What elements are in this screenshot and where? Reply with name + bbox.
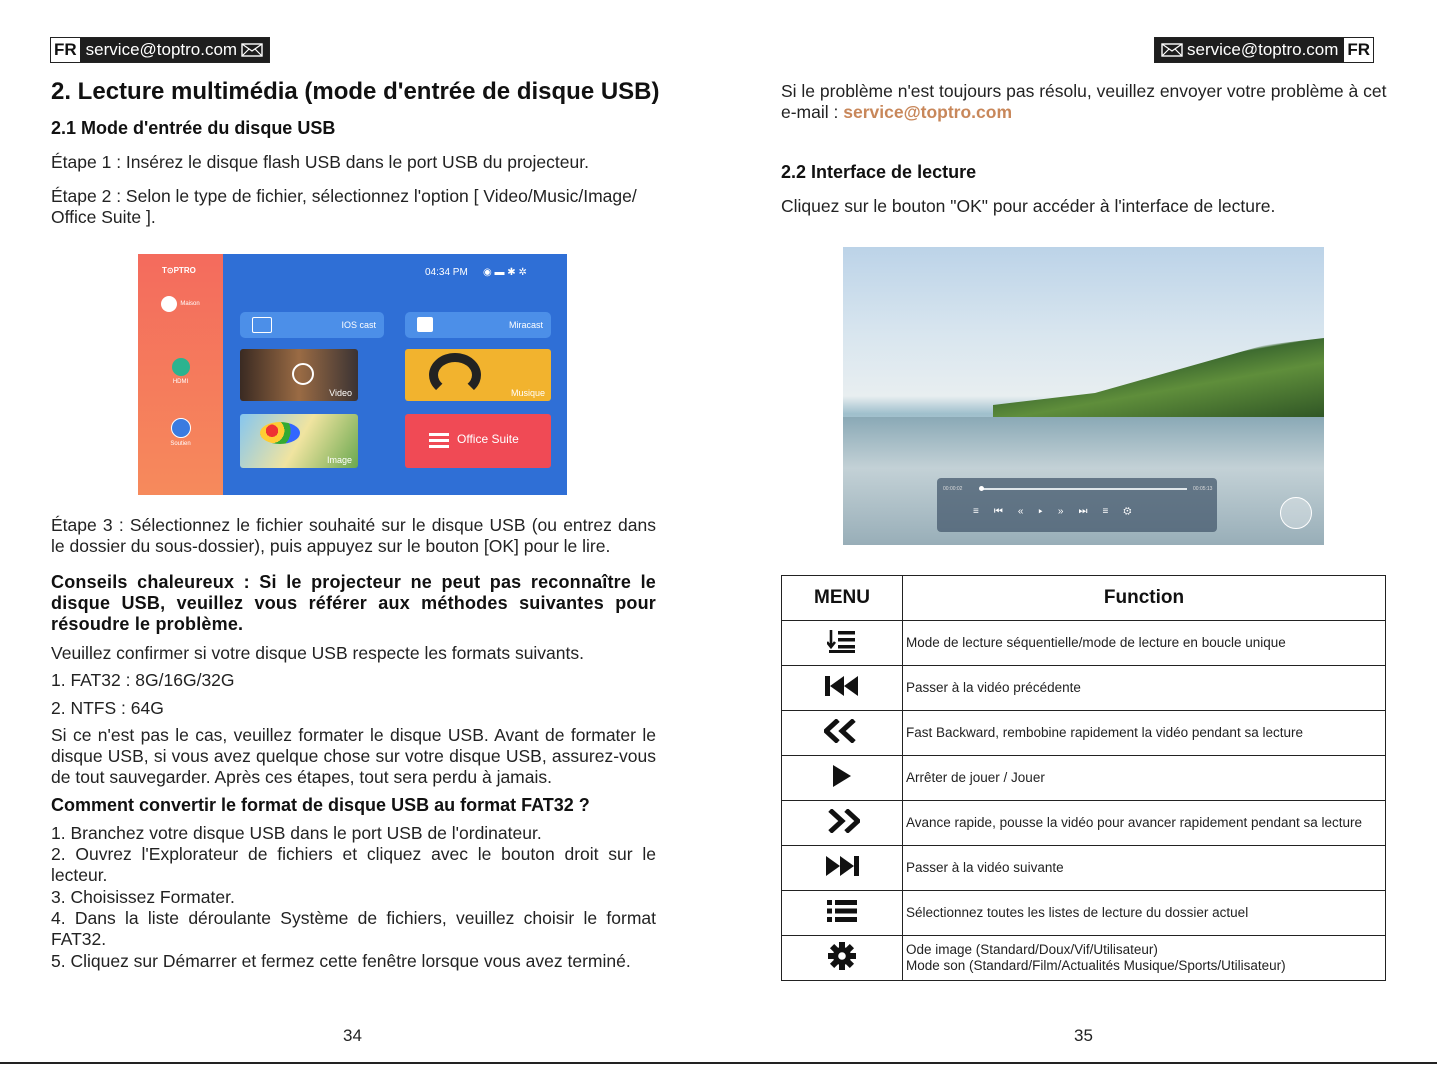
footer-rule [0,1062,1437,1064]
lang-label: FR [1344,38,1373,62]
total-time: 00:05:13 [1193,486,1213,492]
email-text: service@toptro.com [85,40,238,59]
email-text: service@toptro.com [1187,40,1339,59]
howto-step-4: 4. Dans la liste déroulante Système de fichiers, veuillez choisir le format FAT32. [51,908,656,949]
tv-home: Maison [138,296,223,314]
howto-step-5: 5. Cliquez sur Démarrer et fermez cette fenêtre lorsque vous avez terminé. [51,951,631,971]
rewind-icon [824,719,860,743]
projector-home-screenshot [138,254,567,495]
support-email-link[interactable]: service@toptro.com [843,102,1013,122]
player-buttons[interactable]: ≡⏮«▸»⏭≡⚙ [973,506,1147,517]
howto-heading: Comment convertir le format de disque USB au format FAT32 ? [51,795,590,815]
row-text: Passer à la vidéo précédente [903,666,1386,711]
playlist-icon [827,899,857,923]
settings-gear-icon [828,942,856,970]
page-number-left: 34 [343,1026,362,1045]
next-icon [825,855,859,877]
menu-function-table [781,575,1386,981]
header-email-right[interactable] [1155,38,1344,62]
step-2: Étape 2 : Selon le type de fichier, sélectionnez l'option [ Video/Music/Image/ Office Suite ]. [51,186,637,227]
tv-support: Soutien [138,418,223,447]
howto-step-3: 3. Choisissez Formater. [51,887,235,907]
tv-sidebar [138,254,223,495]
tv-miracast: Miracast [405,312,551,338]
confirm-text: Veuillez confirmer si votre disque USB respecte les formats suivants. [51,643,584,663]
tv-ios-cast: IOS cast [240,312,384,338]
header-badge-left [50,37,270,63]
row-text: Mode de lecture séquentielle/mode de lecture en boucle unique [903,621,1386,666]
table-row [782,936,1386,981]
header-email[interactable] [80,38,269,62]
row-text: Passer à la vidéo suivante [903,846,1386,891]
step-1: Étape 1 : Insérez le disque flash USB dans le port USB du projecteur. [51,152,589,172]
tv-office-tile: Office Suite [405,414,551,468]
table-row [782,756,1386,801]
tv-hdmi: HDMI [138,358,223,385]
table-row [782,711,1386,756]
intro-text: Si le problème n'est toujours pas résolu, veuillez envoyer votre problème à cet e-mail : service@toptro.com [781,81,1387,122]
step-3: Étape 3 : Sélectionnez le fichier souhaité sur le disque USB (ou entrez dans le dossier du sous-dossier), puis appuyez sur le bouton [OK] pour le lire. [51,515,656,556]
table-row [782,666,1386,711]
progress-knob[interactable] [979,486,984,491]
section-heading: 2.1 Mode d'entrée du disque USB [51,118,336,138]
fast-forward-icon [824,809,860,833]
section-heading-2: 2.2 Interface de lecture [781,162,977,182]
playback-screenshot [843,247,1324,545]
table-row [782,801,1386,846]
play-icon [832,764,852,788]
page-number-right: 35 [1074,1026,1093,1045]
sequential-play-icon [827,628,857,654]
envelope-icon [1161,43,1183,57]
row-text: Ode image (Standard/Doux/Vif/Utilisateur) Mode son (Standard/Film/Actualités Musique/Sports/Utilisateur) [903,936,1386,981]
format-ntfs: 2. NTFS : 64G [51,698,164,718]
table-header [782,576,1386,621]
tips-heading: Conseils chaleureux : Si le projecteur ne peut pas reconnaître le disque USB, veuillez vous référer aux méthodes suivantes pour résoudre le problème. [51,572,656,634]
row-text: Avance rapide, pousse la vidéo pour avancer rapidement pendant sa lecture [903,801,1386,846]
col-function: Function [903,576,1386,621]
island-trees [993,337,1324,417]
envelope-icon [241,43,263,57]
elapsed-time: 00:00:02 [943,486,963,492]
page-title: 2. Lecture multimédia (mode d'entrée de disque USB) [51,78,660,105]
row-text: Arrêter de jouer / Jouer [903,756,1386,801]
tv-logo: T⊙PTRO [162,266,196,275]
tv-video-tile: Video [240,349,358,401]
howto-step-2: 2. Ouvrez l'Explorateur de fichiers et cliquez avec le bouton droit sur le lecteur. [51,844,656,885]
tv-status-icons: ◉ ▬ ✱ ✲ [483,267,527,278]
header-badge-right [1154,37,1374,63]
lang-label: FR [51,38,80,62]
player-controls [937,478,1217,532]
row-text: Sélectionnez toutes les listes de lecture du dossier actuel [903,891,1386,936]
table-row [782,846,1386,891]
tv-clock: 04:34 PM [425,267,468,278]
table-row [782,621,1386,666]
click-ok-text: Cliquez sur le bouton "OK" pour accéder à l'interface de lecture. [781,196,1276,216]
previous-icon [825,675,859,697]
tv-image-tile: Image [240,414,358,468]
row-text: Fast Backward, rembobine rapidement la vidéo pendant sa lecture [903,711,1386,756]
howto-step-1: 1. Branchez votre disque USB dans le port USB de l'ordinateur. [51,823,542,843]
col-menu: MENU [782,576,903,621]
table-row [782,891,1386,936]
watermark-logo [1280,497,1312,529]
format-fat32: 1. FAT32 : 8G/16G/32G [51,670,235,690]
progress-bar[interactable] [981,488,1187,490]
format-warning: Si ce n'est pas le cas, veuillez formater le disque USB. Avant de formater le disque USB, si vous avez quelque chose sur votre disque USB, assurez-vous de tout sauvegarder. Après ces étapes, tout sera perdu à jamais. [51,725,656,787]
tv-music-tile: Musique [405,349,551,401]
